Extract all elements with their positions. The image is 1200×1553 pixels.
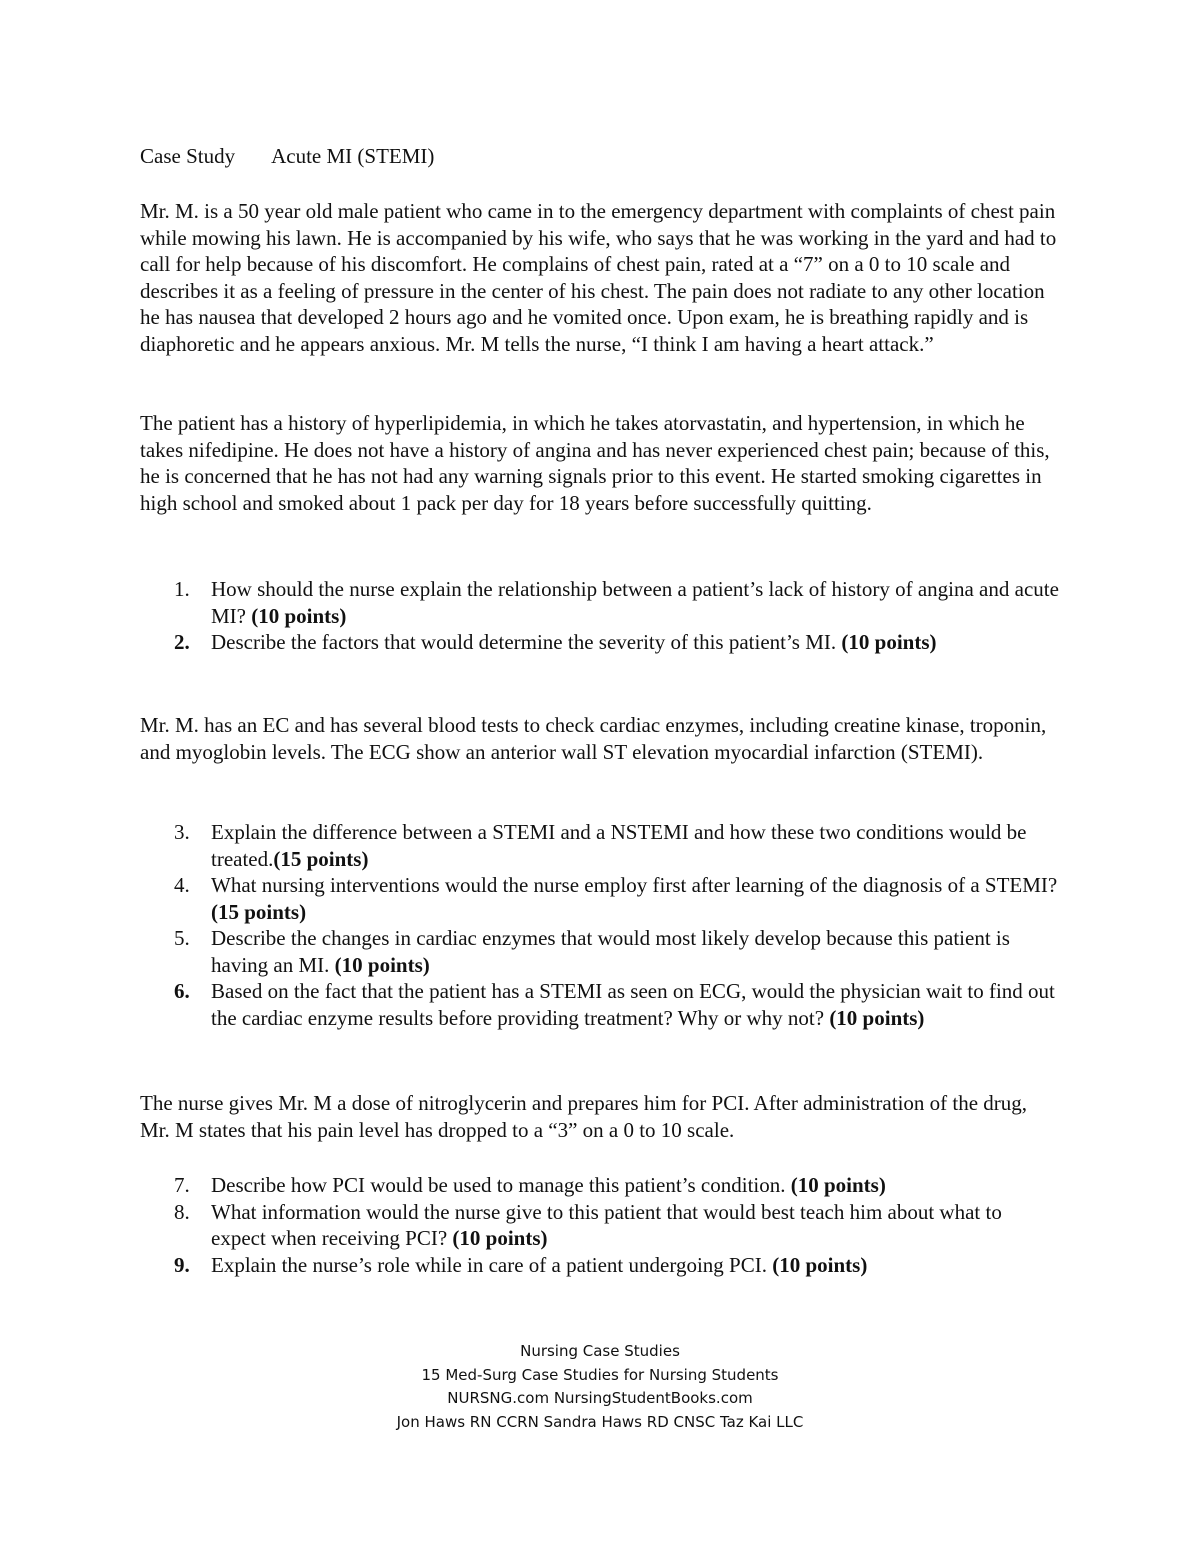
question-points: (10 points) <box>452 1226 548 1250</box>
question-points: (15 points) <box>273 846 369 871</box>
question-number: 8. <box>174 1199 190 1224</box>
question-points: (10 points) <box>790 1173 886 1197</box>
question-points: (10 points) <box>829 1005 925 1030</box>
question-number: 5. <box>174 926 190 950</box>
list-item <box>140 1252 1060 1279</box>
question-text: How should the nurse explain the relationship between a patient’s lack of history of angina and acute MI? <box>211 577 1059 628</box>
paragraph-presentation: Mr. M. is a 50 year old male patient who came in to the emergency department with complaints of chest pain while mowing his lawn. He is accompanied by his wife, who says that he was working in the yard and had to call for help because of his discomfort. He complains of chest pain, rated at a “7” on a 0 to 10 scale and describes it as a feeling of pressure in the center of his chest. The pain does not radiate to any other location he has nausea that developed 2 hours ago and he vomited once. Upon exam, he is breathing rapidly and is diaphoretic and he appears anxious. Mr. M tells the nurse, “I think I am having a heart attack.” <box>140 199 1057 356</box>
question-text: Based on the fact that the patient has a STEMI as seen on ECG, would the physician wait to find out the cardiac enzyme results before providing treatment? Why or why not? <box>211 979 1055 1030</box>
footer-series-title: Nursing Case Studies <box>520 1342 680 1360</box>
question-number: 7. <box>174 1173 190 1197</box>
list-item <box>140 576 1060 629</box>
question-number: 2. <box>174 630 190 654</box>
question-list-3 <box>140 1172 1060 1278</box>
question-points: (10 points) <box>251 603 347 628</box>
paragraph-history: The patient has a history of hyperlipidemia, in which he takes atorvastatin, and hypertension, in which he takes nifedipine. He does not have a history of angina and has never experienced chest pain; because of this, he is concerned that he has not had any warning signals prior to this event. He started smoking cigarettes in high school and smoked about 1 pack per day for 18 years before successfully quitting. <box>140 411 1050 515</box>
list-item <box>140 1199 1060 1252</box>
question-text: Describe the changes in cardiac enzymes that would most likely develop because this patient is having an MI. <box>211 926 1010 977</box>
paragraph-diagnostics: Mr. M. has an EC and has several blood tests to check cardiac enzymes, including creatine kinase, troponin, and myoglobin levels. The ECG show an anterior wall ST elevation myocardial infarction (STEMI). <box>140 713 1047 764</box>
paragraph-treatment: The nurse gives Mr. M a dose of nitroglycerin and prepares him for PCI. After administration of the drug, Mr. M states that his pain level has dropped to a “3” on a 0 to 10 scale. <box>140 1091 1028 1142</box>
list-item <box>140 1172 1060 1199</box>
question-text: Describe how PCI would be used to manage this patient’s condition. <box>211 1173 791 1197</box>
question-points: (15 points) <box>211 899 307 924</box>
list-item <box>140 819 1060 872</box>
question-points: (10 points) <box>772 1252 868 1277</box>
question-text: Explain the nurse’s role while in care of a patient undergoing PCI. <box>211 1252 773 1277</box>
question-number: 6. <box>174 979 190 1003</box>
list-item <box>140 629 1060 656</box>
question-points: (10 points) <box>841 630 937 654</box>
question-text: What nursing interventions would the nurse employ first after learning of the diagnosis of a STEMI? <box>211 873 1058 897</box>
question-number: 4. <box>174 873 190 897</box>
page-footer <box>0 1340 1200 1434</box>
question-list-1 <box>140 576 1060 656</box>
footer-authors: Jon Haws RN CCRN Sandra Haws RD CNSC Taz Kai LLC <box>396 1412 804 1431</box>
page-title <box>140 144 434 169</box>
question-text: Explain the difference between a STEMI and a NSTEMI and how these two conditions would be treated. <box>211 820 1027 871</box>
list-item <box>140 978 1060 1031</box>
question-points: (10 points) <box>334 952 430 977</box>
title-topic: Acute MI (STEMI) <box>271 144 435 168</box>
question-number: 9. <box>174 1252 190 1277</box>
footer-book-title: 15 Med-Surg Case Studies for Nursing Students <box>421 1365 779 1384</box>
question-text: Describe the factors that would determine the severity of this patient’s MI. <box>211 630 842 654</box>
question-text: What information would the nurse give to this patient that would best teach him about what to expect when receiving PCI? <box>211 1199 1002 1250</box>
question-number: 1. <box>174 577 190 601</box>
title-case-study: Case Study <box>140 144 236 168</box>
list-item <box>140 925 1060 978</box>
footer-websites: NURSNG.com NursingStudentBooks.com <box>447 1389 753 1407</box>
question-number: 3. <box>174 820 190 844</box>
question-list-2 <box>140 819 1060 1031</box>
list-item <box>140 872 1060 925</box>
